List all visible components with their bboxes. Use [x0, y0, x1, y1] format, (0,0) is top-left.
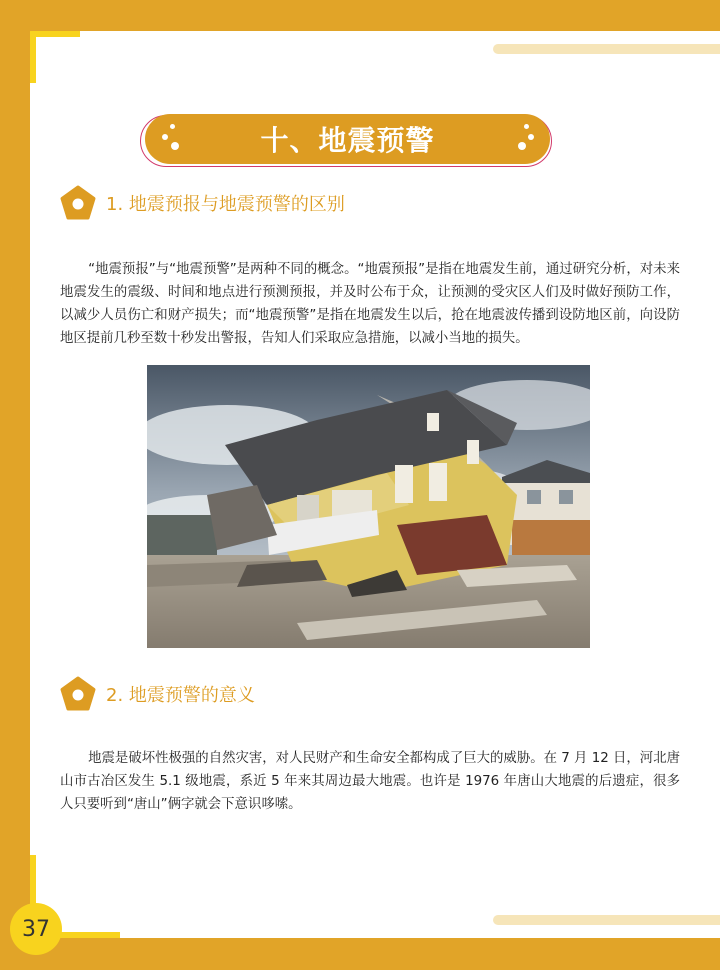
pentagon-icon	[60, 185, 96, 221]
collapsed-house-photo	[147, 365, 590, 648]
page-title: 十、地震预警	[260, 124, 435, 157]
section-heading-2	[60, 676, 255, 712]
section-body: 地震是破坏性极强的自然灾害，对人民财产和生命安全都构成了巨大的威胁。在 7 月 12 日，河北唐山市古冶区发生 5.1 级地震，系近 5 年来其周边最大地震。也许是 1976 年唐山大地震的后遗症，很多人只要听到“唐山”俩字就会下意识哆嗦。	[60, 751, 680, 812]
corner-accent-top-vertical	[30, 31, 36, 83]
section-title: 1. 地震预报与地震预警的区别	[106, 194, 345, 215]
corner-accent-top	[30, 31, 80, 37]
dots-icon-left	[162, 124, 182, 154]
section-body: “地震预报”与“地震预警”是两种不同的概念。“地震预报”是指在地震发生前，通过研究分析，对未来地震发生的震级、时间和地点进行预测预报，并及时公布于众，让预测的受灾区人们及时做好预防工作，以减少人员伤亡和财产损失；而“地震预警”是指在地震发生以后，抢在地震波传播到设防地区前，向设防地区提前几秒至数十秒发出警报，告知人们采取应急措施，以减小当地的损失。	[60, 262, 680, 346]
decorative-bar-bottom	[493, 915, 720, 925]
page-number: 37	[10, 903, 62, 955]
section-heading-1	[60, 185, 345, 221]
dots-icon-right	[516, 124, 536, 154]
decorative-bar-top	[493, 44, 720, 54]
section-title: 2. 地震预警的意义	[106, 685, 255, 706]
title-banner	[145, 114, 550, 164]
pentagon-icon	[60, 676, 96, 712]
